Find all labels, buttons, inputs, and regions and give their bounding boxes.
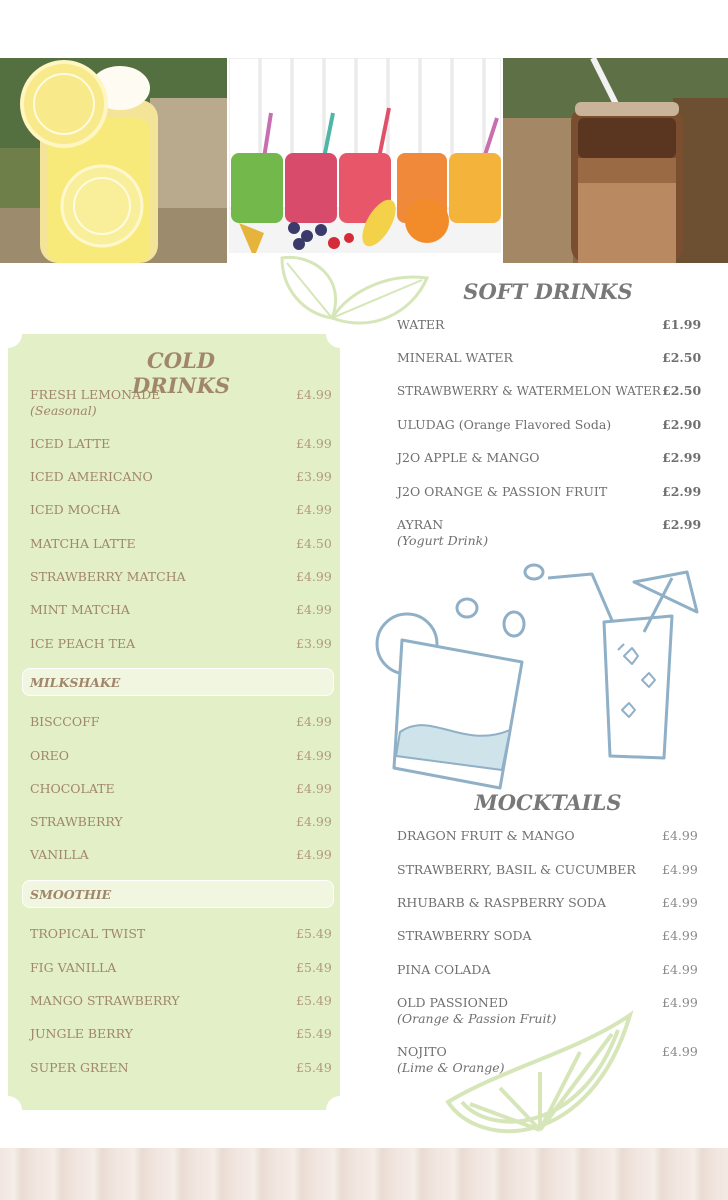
menu-item	[397, 484, 607, 500]
item-price: £5.49	[296, 926, 332, 941]
menu-item	[30, 602, 130, 618]
menu-item	[30, 536, 136, 552]
menu-item	[30, 387, 160, 419]
milkshake-section-label: MILKSHAKE	[30, 675, 121, 690]
item-price: £4.99	[662, 995, 698, 1010]
item-price: £4.99	[662, 1044, 698, 1059]
item-price: £2.50	[662, 350, 702, 365]
menu-item	[397, 862, 636, 878]
menu-item	[397, 450, 540, 466]
menu-item	[30, 926, 145, 942]
smoothie-section-label: SMOOTHIE	[30, 887, 112, 902]
menu-item	[30, 748, 69, 764]
item-price: £3.99	[296, 469, 332, 484]
item-name: J2O ORANGE & PASSION FRUIT	[397, 484, 608, 499]
item-name: TROPICAL TWIST	[30, 926, 146, 941]
item-note: (Lime & Orange)	[397, 1060, 505, 1075]
item-name: MINERAL WATER	[397, 350, 513, 365]
menu-item	[397, 895, 606, 911]
soft-drinks-title: SOFT DRINKS	[463, 279, 633, 304]
item-name: MINT MATCHA	[30, 602, 130, 617]
wood-footer	[0, 1148, 728, 1200]
item-name: JUNGLE BERRY	[30, 1026, 133, 1041]
menu-item	[30, 636, 135, 652]
cold-drinks-title: COLD DRINKS	[131, 348, 231, 398]
item-price: £4.99	[296, 602, 332, 617]
menu-item	[30, 814, 123, 830]
menu-item	[30, 714, 99, 730]
menu-item	[397, 517, 488, 549]
menu-item	[30, 993, 180, 1009]
menu-item	[30, 847, 89, 863]
item-name: DRAGON FRUIT & MANGO	[397, 828, 575, 843]
item-name: FIG VANILLA	[30, 960, 117, 975]
item-name: SUPER GREEN	[30, 1060, 129, 1075]
item-name: ICED AMERICANO	[30, 469, 153, 484]
item-name: STRAWBERRY SODA	[397, 928, 532, 943]
item-price: £2.99	[662, 450, 702, 465]
item-name: VANILLA	[30, 847, 89, 862]
item-price: £4.99	[296, 814, 332, 829]
item-price: £4.99	[296, 502, 332, 517]
menu-item	[397, 383, 661, 399]
item-price: £4.99	[662, 828, 698, 843]
item-name: OLD PASSIONED	[397, 995, 509, 1010]
item-price: £4.99	[296, 781, 332, 796]
item-note: (Orange & Passion Fruit)	[397, 1011, 557, 1026]
item-name: NOJITO	[397, 1044, 447, 1059]
menu-item	[30, 960, 116, 976]
item-name: STRAWBWERRY & WATERMELON WATER	[397, 384, 661, 398]
smoothies-photo-icon	[229, 58, 501, 263]
menu-item	[397, 317, 444, 333]
menu-item	[30, 569, 186, 585]
item-price: £1.99	[662, 317, 702, 332]
item-name: MATCHA LATTE	[30, 536, 136, 551]
item-name: ULUDAG (Orange Flavored Soda)	[397, 417, 612, 432]
menu-item	[30, 436, 110, 452]
mocktails-title: MOCKTAILS	[474, 790, 622, 815]
item-price: £2.90	[662, 417, 702, 432]
item-price: £5.49	[296, 960, 332, 975]
menu-item	[30, 502, 120, 518]
item-name: STRAWBERRY, BASIL & CUCUMBER	[397, 862, 636, 877]
item-name: RHUBARB & RASPBERRY SODA	[397, 895, 606, 910]
item-price: £4.99	[662, 928, 698, 943]
menu-item	[30, 781, 115, 797]
item-name: PINA COLADA	[397, 962, 491, 977]
top-margin	[0, 0, 728, 58]
item-name: STRAWBERRY	[30, 814, 123, 829]
item-price: £5.49	[296, 993, 332, 1008]
menu-item	[30, 1060, 129, 1076]
item-price: £4.99	[662, 962, 698, 977]
item-price: £2.50	[662, 383, 702, 398]
menu-item	[397, 928, 532, 944]
lemonade-photo-icon	[0, 58, 227, 263]
item-price: £4.99	[296, 436, 332, 451]
item-price: £4.99	[296, 569, 332, 584]
item-price: £4.99	[296, 714, 332, 729]
menu-item	[397, 417, 611, 433]
item-name: ICED LATTE	[30, 436, 111, 451]
item-name: AYRAN	[397, 517, 444, 532]
item-name: OREO	[30, 748, 70, 763]
item-price: £2.99	[662, 484, 702, 499]
menu-item	[30, 1026, 133, 1042]
item-name: STRAWBERRY MATCHA	[30, 569, 186, 584]
item-name: FRESH LEMONADE	[30, 387, 161, 402]
menu-item	[30, 469, 153, 485]
item-note: (Seasonal)	[30, 403, 97, 418]
item-name: J2O APPLE & MANGO	[397, 450, 540, 465]
lime-slice-icon	[440, 1010, 640, 1150]
item-price: £5.49	[296, 1060, 332, 1075]
item-price: £4.99	[296, 387, 332, 402]
item-name: ICE PEACH TEA	[30, 636, 136, 651]
item-name: MANGO STRAWBERRY	[30, 993, 180, 1008]
item-price: £4.99	[662, 862, 698, 877]
item-price: £4.50	[296, 536, 332, 551]
iced-coffee-photo-icon	[503, 58, 728, 263]
item-price: £3.99	[296, 636, 332, 651]
item-price: £2.99	[662, 517, 702, 532]
item-note: (Yogurt Drink)	[397, 533, 489, 548]
item-name: WATER	[397, 317, 445, 332]
menu-item	[397, 828, 575, 844]
item-name: BISCCOFF	[30, 714, 100, 729]
item-price: £4.99	[296, 748, 332, 763]
menu-item	[397, 350, 513, 366]
item-price: £4.99	[296, 847, 332, 862]
menu-item	[397, 962, 490, 978]
item-price: £5.49	[296, 1026, 332, 1041]
item-name: CHOCOLATE	[30, 781, 115, 796]
drinks-sketch-icon	[372, 560, 702, 792]
item-name: ICED MOCHA	[30, 502, 121, 517]
item-price: £4.99	[662, 895, 698, 910]
